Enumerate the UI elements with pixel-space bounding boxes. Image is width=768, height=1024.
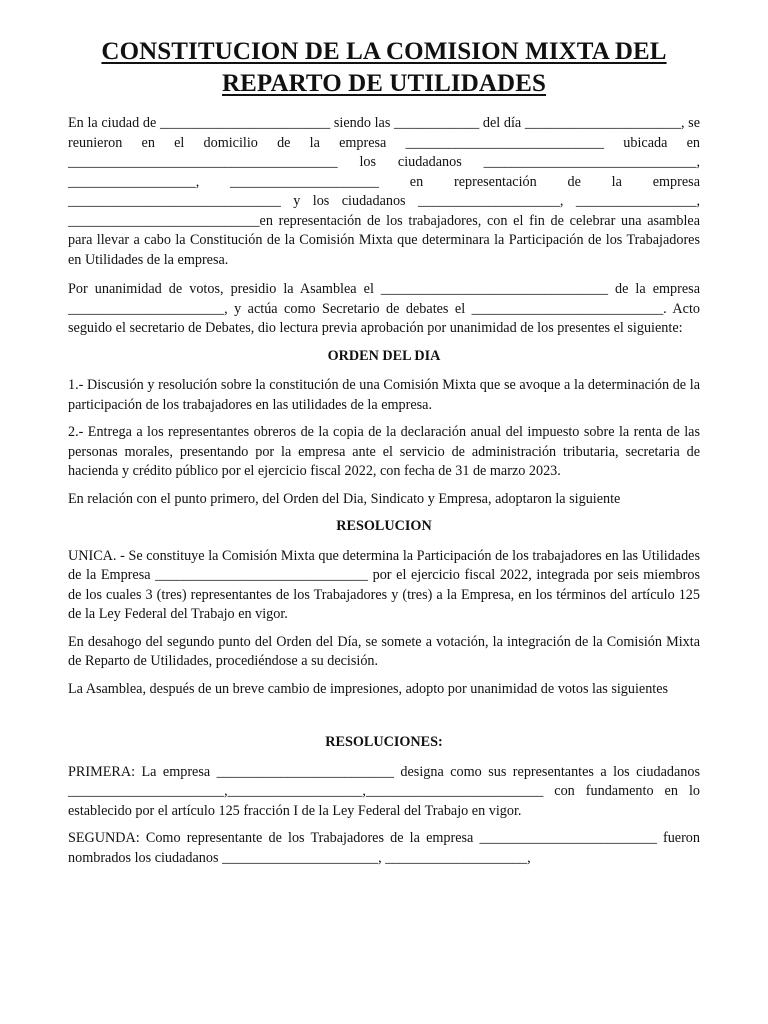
primera-paragraph: PRIMERA: La empresa _________________________ designa como sus representantes a los ciudadanos ______________________,___________________,_________________________ con fundamento en lo establecido por el artículo 125 fracción I de la Ley Federal del Trabajo en vigor.: [68, 763, 700, 819]
title-line-2: REPARTO DE UTILIDADES: [222, 70, 546, 97]
unica-paragraph: UNICA. - Se constituye la Comisión Mixta que determina la Participación de los trabajadores en las Utilidades de la Empresa ______________________________ por el ejercicio fiscal 2022, integrada por seis miembros de los cuales 3 (tres) representantes de los Trabajadores y (tres) a la Empresa, en los términos del artículo 125 de la Ley Federal del Trabajo en vigor.: [68, 547, 700, 622]
assembly-paragraph: La Asamblea, después de un breve cambio de impresiones, adopto por unanimidad de votos las siguientes: [68, 680, 669, 697]
opening-paragraph: En la ciudad de ________________________ siendo las ____________ del día ______________________, se reunieron en el domicilio de la empresa ____________________________ ubicada en ______________________________________ los ciudadanos ______________________________, __________________, _____________________ en representación de la empresa ______________________________ y los ciudadanos ____________________, _________________, ___________________________en representación de los trabajadores, con el fin de celebrar una asamblea para llevar a cabo la Constitución de la Comisión Mixta que determinara la Participación de los Trabajadores en Utilidades de la empresa.: [68, 115, 700, 268]
second-point-paragraph: En desahogo del segundo punto del Orden del Día, se somete a votación, la integración de la Comisión Mixta de Reparto de Utilidades, procediéndose a su decisión.: [68, 633, 700, 669]
agenda-item-1: 1.- Discusión y resolución sobre la constitución de una Comisión Mixta que se avoque a la determinación de la participación de los trabajadores en las utilidades de la empresa.: [68, 377, 700, 413]
resoluciones-heading: RESOLUCIONES:: [325, 734, 443, 750]
relation-paragraph: En relación con el punto primero, del Orden del Dia, Sindicato y Empresa, adoptaron la siguiente: [68, 490, 621, 507]
segunda-paragraph: SEGUNDA: Como representante de los Trabajadores de la empresa _________________________ fueron nombrados los ciudadanos ______________________, ____________________,: [68, 830, 700, 866]
agenda-item-2: 2.- Entrega a los representantes obreros de la copia de la declaración anual del impuesto sobre la renta de las personas morales, presentando por la empresa ante el servicio de administración tributaria, secretaria de hacienda y crédito público por el ejercicio fiscal 2022, con fecha de 31 de marzo 2023.: [68, 424, 700, 479]
presidency-paragraph: Por unanimidad de votos, presidio la Asamblea el ________________________________ de la empresa ______________________, y actúa como Secretario de debates el ___________________________. Acto seguido el secretario de Debates, dio lectura previa aprobación por unanimidad de los presentes el siguiente:: [68, 281, 700, 336]
document-page: [68, 36, 700, 876]
document-title: [68, 36, 700, 100]
orden-del-dia-heading: ORDEN DEL DIA: [327, 347, 441, 364]
resolucion-heading: RESOLUCION: [336, 518, 432, 534]
title-line-1: CONSTITUCION DE LA COMISION MIXTA DEL: [101, 38, 667, 65]
